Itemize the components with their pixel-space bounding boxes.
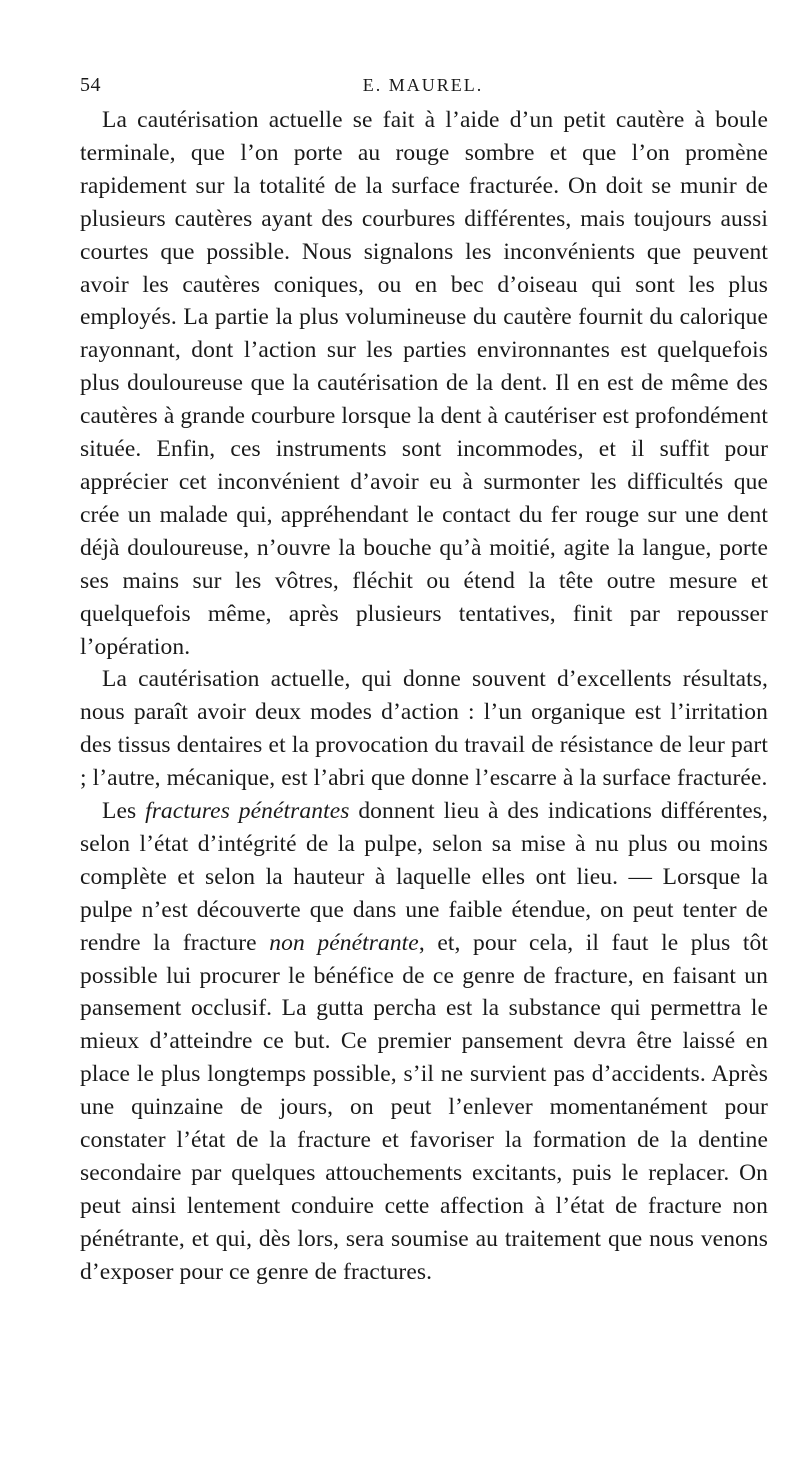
running-head: E. MAUREL. <box>362 75 484 95</box>
paragraph-1: La cautérisation actuelle se fait à l’aide d’un petit cautère à boule terminale, que l’on porte au rouge sombre et que l’on promène rapidement sur la totalité de la surface fracturée. On doit se munir de plusieurs cautères ayant des courbures différentes, mais toujours aussi courtes que possible. Nous signalons les inconvénients que peuvent avoir les cautères coniques, ou en bec d’oiseau qui sont les plus employés. La partie la plus volumineuse du cautère fournit du calorique rayonnant, dont l’action sur les parties environnantes est quelquefois plus douloureuse que la cautérisation de la dent. Il en est de même des cautères à grande courbure lorsque la dent à cautériser est profondément située. Enfin, ces instruments sont incommodes, et il suffit pour apprécier cet inconvénient d’avoir eu à surmonter les difficultés que crée un malade qui, appréhendant le contact du fer rouge sur une dent déjà douloureuse, n’ouvre la bouche qu’à moitié, agite la langue, porte ses mains sur les vôtres, fléchit ou étend la tête outre mesure et quelquefois même, après plusieurs tentatives, finit par repousser l’opération. <box>80 107 768 660</box>
italic-term-fractures-penetrantes: fractures pénétrantes <box>145 798 350 825</box>
paragraph-3 <box>80 795 768 1289</box>
paragraph-3-text-c: , et, pour cela, il faut le plus tôt possible lui procurer le bénéfice de ce genre de fracture, en faisant un pansement occlusif. La gutta percha est la substance qui permettra le mieux d’atteindre ce but. Ce premier pansement devra être laissé en place le plus longtemps possible, s’il ne survient pas d’accidents. Après une quinzaine de jours, on peut l’enlever momentanément pour constater l’état de la fracture et favoriser la formation de la dentine secondaire par quelques attouchements excitants, puis le replacer. On peut ainsi lentement conduire cette affection à l’état de fracture non pénétrante, et qui, dès lors, sera soumise au traitement que nous venons d’exposer pour ce genre de fractures. <box>80 929 768 1285</box>
paragraph-3-text-b: donnent lieu à des indications différentes, selon l’état d’intégrité de la pulpe, selon sa mise à nu plus ou moins complète et selon la hauteur à laquelle elles ont lieu. — Lorsque la pulpe n’est découverte que dans une faible étendue, on peut tenter de rendre la fracture <box>80 798 768 956</box>
body-text <box>80 104 768 1289</box>
paragraph-2: La cautérisation actuelle, qui donne souvent d’excellents résultats, nous paraît avoir deux modes d’action : l’un organique est l’irritation des tissus dentaires et la provocation du travail de résistance de leur part ; l’autre, mécanique, est l’abri que donne l’escarre à la surface fracturée. <box>80 666 768 792</box>
page-header <box>80 72 766 98</box>
paragraph-3-text-a: Les <box>102 798 146 825</box>
italic-term-non-penetrante: non pénétrante <box>269 929 419 956</box>
page-number: 54 <box>80 74 101 96</box>
